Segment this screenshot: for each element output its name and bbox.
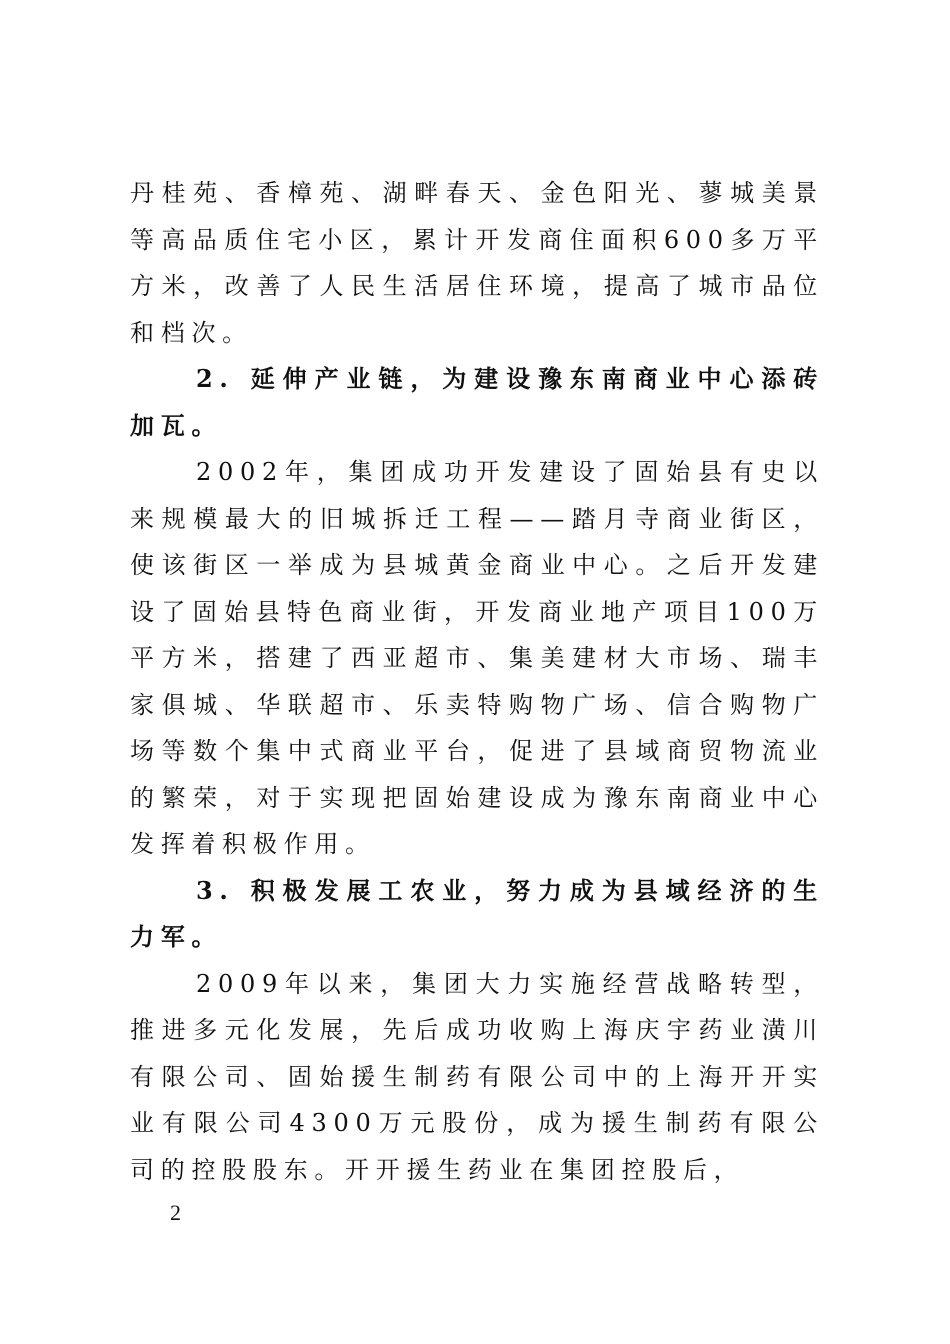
- page-number: 2: [170, 1200, 181, 1225]
- paragraph-commercial-center: 2002年，集团成功开发建设了固始县有史以来规模最大的旧城拆迁工程——踏月寺商业街区，使该街区一举成为县城黄金商业中心。之后开发建设了固始县特色商业街，开发商业地产项目100万平方米，搭建了西亚超市、集美建材大市场、瑞丰家俱城、华联超市、乐卖特购物广场、信合购物广场等数个集中式商业平台，促进了县域商贸物流业的繁荣，对于实现把固始建设成为豫东南商业中心发挥着积极作用。: [130, 458, 824, 858]
- paragraph-diversification: 2009年以来，集团大力实施经营战略转型，推进多元化发展，先后成功收购上海庆宇药业潢川有限公司、固始援生制药有限公司中的上海开开实业有限公司4300万元股份，成为援生制药有限公司的控股股东。开开援生药业在集团控股后，: [130, 969, 824, 1184]
- paragraph-residential-projects: 丹桂苑、香樟苑、湖畔春天、金色阳光、蓼城美景等高品质住宅小区，累计开发商住面积600多万平方米，改善了人民生活居住环境，提高了城市品位和档次。: [130, 179, 824, 347]
- section-heading-industry-agriculture: 3. 积极发展工农业，努力成为县域经济的生力军。: [130, 875, 824, 951]
- section-heading-industry-chain: 2. 延伸产业链，为建设豫东南商业中心添砖加瓦。: [130, 364, 824, 440]
- document-body: [130, 170, 824, 1193]
